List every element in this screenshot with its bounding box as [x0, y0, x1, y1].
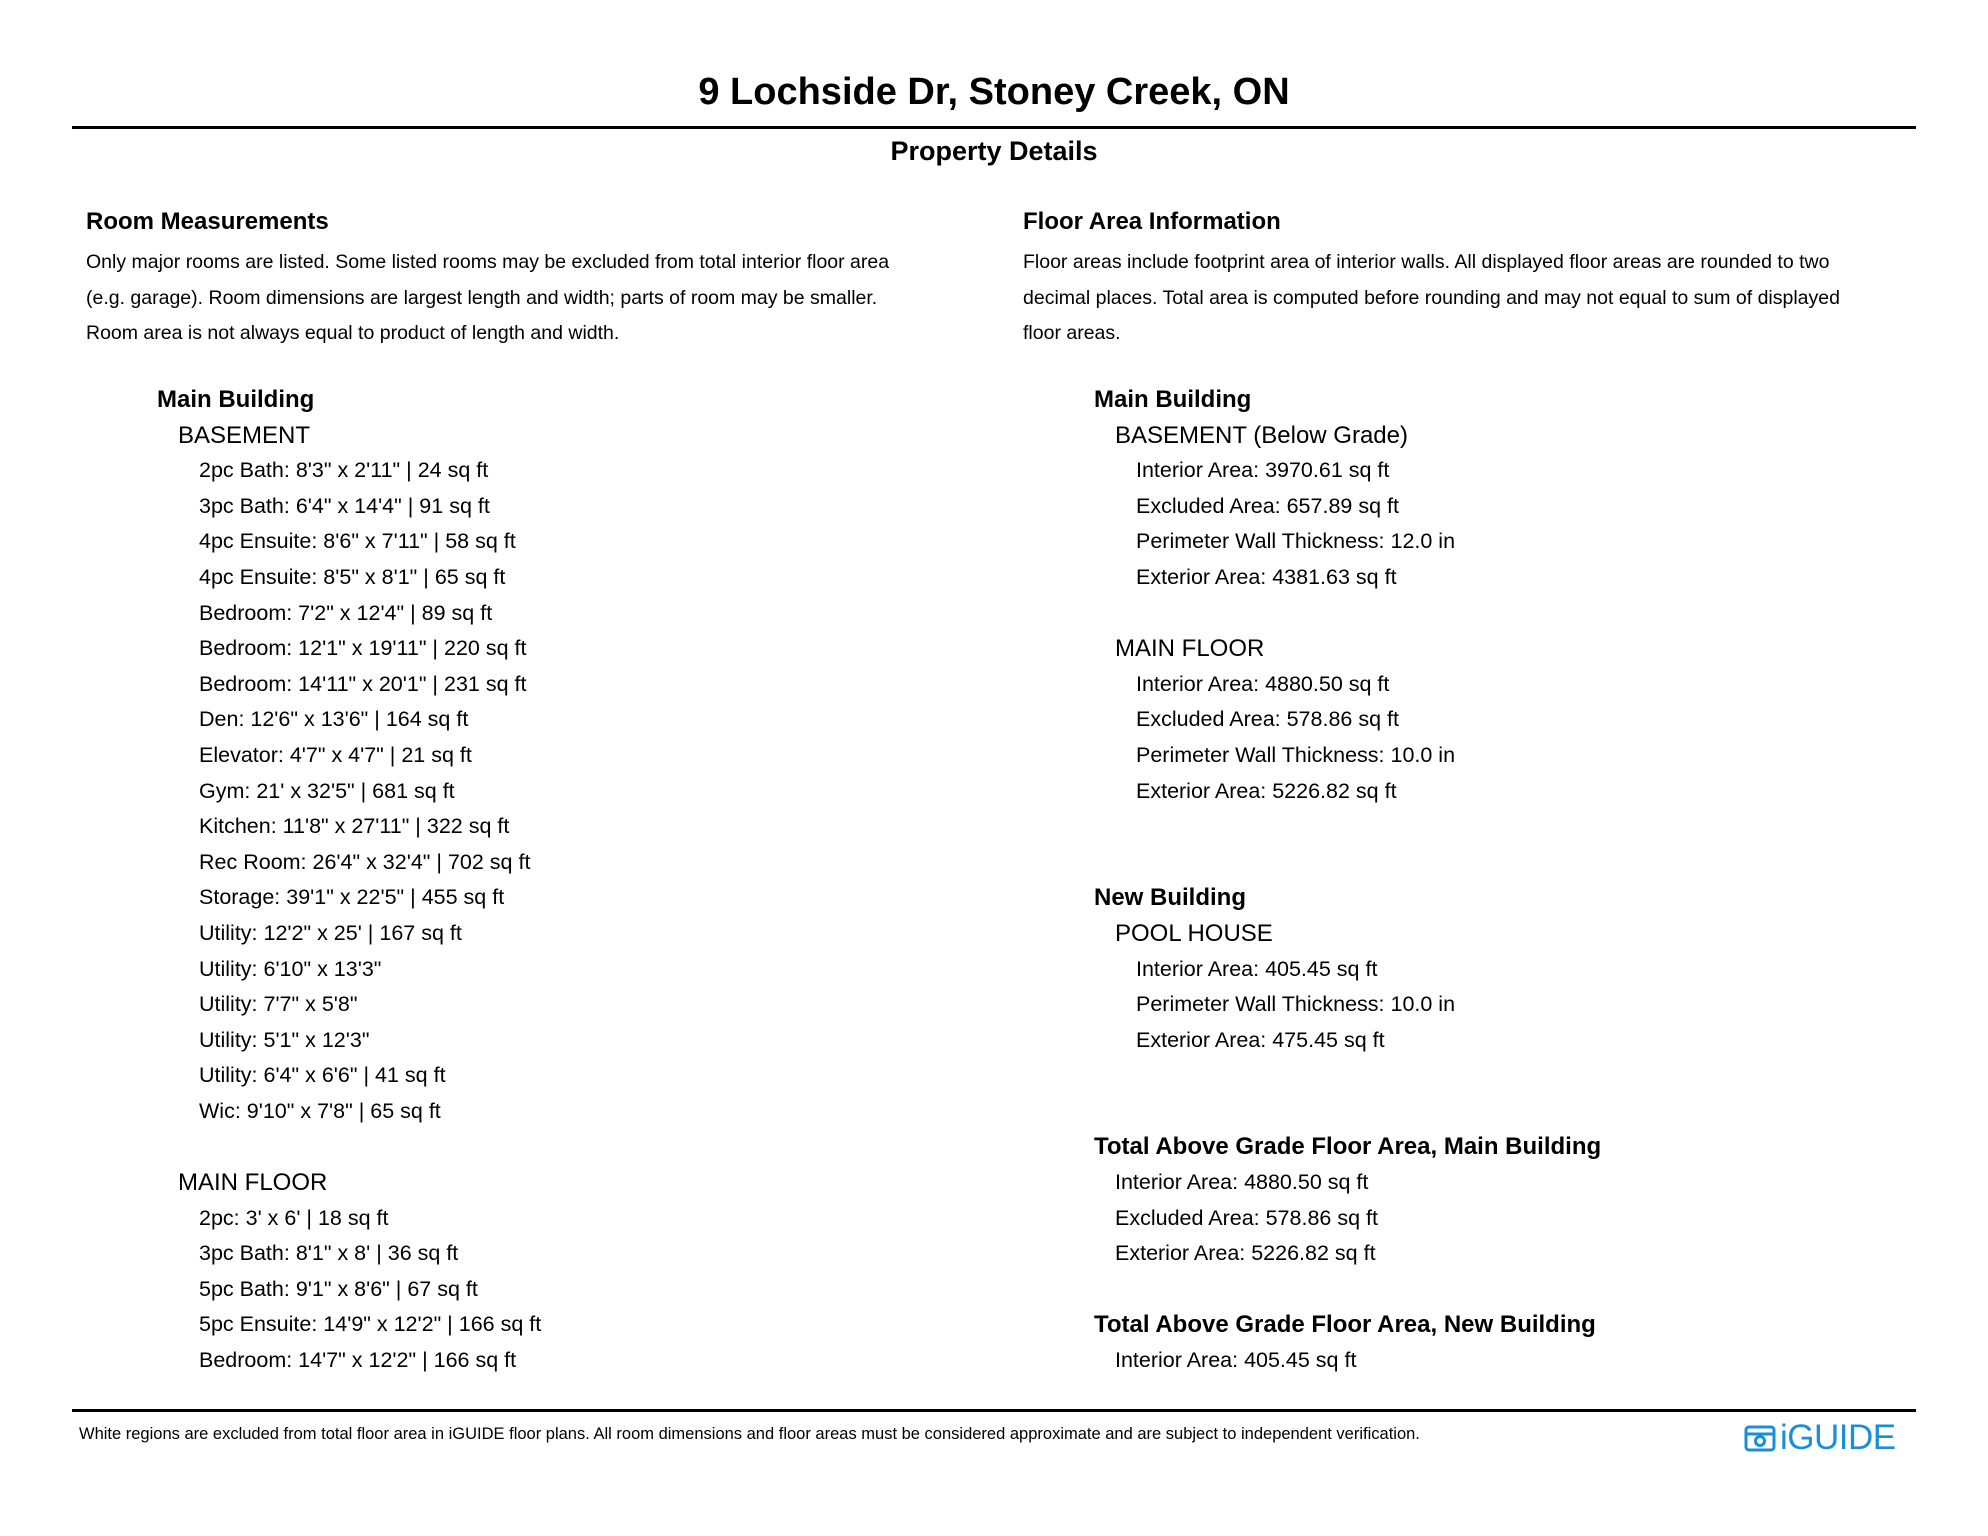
- room-item: Kitchen: 11'8" x 27'11" | 322 sq ft: [199, 814, 510, 839]
- total-item: Excluded Area: 578.86 sq ft: [1115, 1205, 1378, 1230]
- total-item: Interior Area: 405.45 sq ft: [1115, 1348, 1357, 1373]
- total-item: Interior Area: 4880.50 sq ft: [1115, 1170, 1369, 1195]
- floor-heading: BASEMENT: [178, 421, 311, 449]
- area-item: Perimeter Wall Thickness: 12.0 in: [1136, 529, 1456, 554]
- floor-heading: POOL HOUSE: [1115, 919, 1273, 947]
- area-item: Interior Area: 405.45 sq ft: [1136, 956, 1378, 981]
- room-item: Utility: 5'1" x 12'3": [199, 1027, 370, 1052]
- floor-area-heading: Floor Area Information: [1023, 208, 1281, 235]
- intro-line: Room area is not always equal to product of length and width.: [86, 322, 620, 345]
- floor-heading: MAIN FLOOR: [1115, 635, 1265, 663]
- room-item: Utility: 6'4" x 6'6" | 41 sq ft: [199, 1063, 446, 1088]
- building-heading: New Building: [1094, 884, 1246, 912]
- area-item: Exterior Area: 5226.82 sq ft: [1136, 778, 1397, 803]
- room-item: 5pc Bath: 9'1" x 8'6" | 67 sq ft: [199, 1276, 478, 1301]
- page-subtitle: Property Details: [890, 136, 1098, 166]
- header-rule: [72, 126, 1916, 129]
- room-item: Den: 12'6" x 13'6" | 164 sq ft: [199, 707, 469, 732]
- building-heading: Main Building: [1094, 386, 1252, 413]
- area-item: Interior Area: 4880.50 sq ft: [1136, 671, 1390, 696]
- room-item: Bedroom: 12'1" x 19'11" | 220 sq ft: [199, 636, 527, 661]
- intro-line: Only major rooms are listed. Some listed rooms may be excluded from total interior floor area: [86, 251, 890, 273]
- floor-heading: BASEMENT (Below Grade): [1115, 421, 1408, 449]
- spacer: [1094, 809, 1914, 880]
- room-item: 3pc Bath: 8'1" x 8' | 36 sq ft: [199, 1241, 459, 1266]
- room-item: 3pc Bath: 6'4" x 14'4" | 91 sq ft: [199, 493, 490, 518]
- floor-heading: MAIN FLOOR: [178, 1169, 328, 1197]
- spacer: [157, 1129, 977, 1165]
- iguide-logo: [1744, 1418, 1896, 1458]
- area-item: Excluded Area: 578.86 sq ft: [1136, 707, 1399, 732]
- room-item: 5pc Ensuite: 14'9" x 12'2" | 166 sq ft: [199, 1312, 542, 1337]
- room-item: Bedroom: 7'2" x 12'4" | 89 sq ft: [199, 600, 493, 625]
- room-item: Bedroom: 14'11" x 20'1" | 231 sq ft: [199, 671, 527, 696]
- room-item: Rec Room: 26'4" x 32'4" | 702 sq ft: [199, 849, 531, 874]
- room-item: Utility: 6'10" x 13'3": [199, 956, 382, 981]
- room-item: Bedroom: 14'7" x 12'2" | 166 sq ft: [199, 1348, 517, 1373]
- room-item: 4pc Ensuite: 8'5" x 8'1" | 65 sq ft: [199, 564, 506, 589]
- room-measurements-heading: Room Measurements: [86, 208, 329, 235]
- area-item: Interior Area: 3970.61 sq ft: [1136, 458, 1390, 483]
- room-list: [157, 382, 977, 1379]
- floor-area-list: [1094, 382, 1914, 1379]
- room-item: Utility: 7'7" x 5'8": [199, 992, 358, 1017]
- intro-line: Floor areas include footprint area of interior walls. All displayed floor areas are rounded to two: [1023, 251, 1830, 273]
- total-heading: Total Above Grade Floor Area, Main Building: [1094, 1133, 1602, 1161]
- room-item: Storage: 39'1" x 22'5" | 455 sq ft: [199, 885, 505, 910]
- floor-area-intro: [1023, 245, 1923, 352]
- room-item: 2pc Bath: 8'3" x 2'11" | 24 sq ft: [199, 458, 489, 483]
- area-item: Exterior Area: 475.45 sq ft: [1136, 1027, 1385, 1052]
- spacer: [1094, 1272, 1914, 1308]
- room-item: 2pc: 3' x 6' | 18 sq ft: [199, 1205, 389, 1230]
- intro-line: decimal places. Total area is computed before rounding and may not equal to sum of displayed: [1023, 286, 1840, 309]
- room-measurements-intro: [86, 245, 986, 352]
- room-item: Elevator: 4'7" x 4'7" | 21 sq ft: [199, 742, 472, 767]
- area-item: Perimeter Wall Thickness: 10.0 in: [1136, 992, 1456, 1017]
- intro-line: (e.g. garage). Room dimensions are largest length and width; parts of room may be smaller.: [86, 286, 878, 309]
- room-item: Wic: 9'10" x 7'8" | 65 sq ft: [199, 1098, 441, 1123]
- area-item: Excluded Area: 657.89 sq ft: [1136, 493, 1399, 518]
- spacer: [1094, 596, 1914, 632]
- room-item: Gym: 21' x 32'5" | 681 sq ft: [199, 778, 455, 803]
- area-item: Perimeter Wall Thickness: 10.0 in: [1136, 742, 1456, 767]
- room-item: 4pc Ensuite: 8'6" x 7'11" | 58 sq ft: [199, 529, 516, 554]
- footer-rule: [72, 1409, 1916, 1412]
- area-item: Exterior Area: 4381.63 sq ft: [1136, 564, 1397, 589]
- total-item: Exterior Area: 5226.82 sq ft: [1115, 1241, 1376, 1266]
- room-item: Utility: 12'2" x 25' | 167 sq ft: [199, 920, 462, 945]
- page-title: 9 Lochside Dr, Stoney Creek, ON: [698, 71, 1290, 113]
- camera-icon: [1744, 1422, 1776, 1454]
- total-heading: Total Above Grade Floor Area, New Building: [1094, 1311, 1596, 1339]
- intro-line: floor areas.: [1023, 322, 1121, 345]
- footer-disclaimer: White regions are excluded from total floor area in iGUIDE floor plans. All room dimensions and floor areas must be considered approximate and are subject to independent verification.: [79, 1425, 1420, 1443]
- building-heading: Main Building: [157, 386, 315, 413]
- spacer: [1094, 1058, 1914, 1129]
- logo-text: iGUIDE: [1780, 1418, 1896, 1457]
